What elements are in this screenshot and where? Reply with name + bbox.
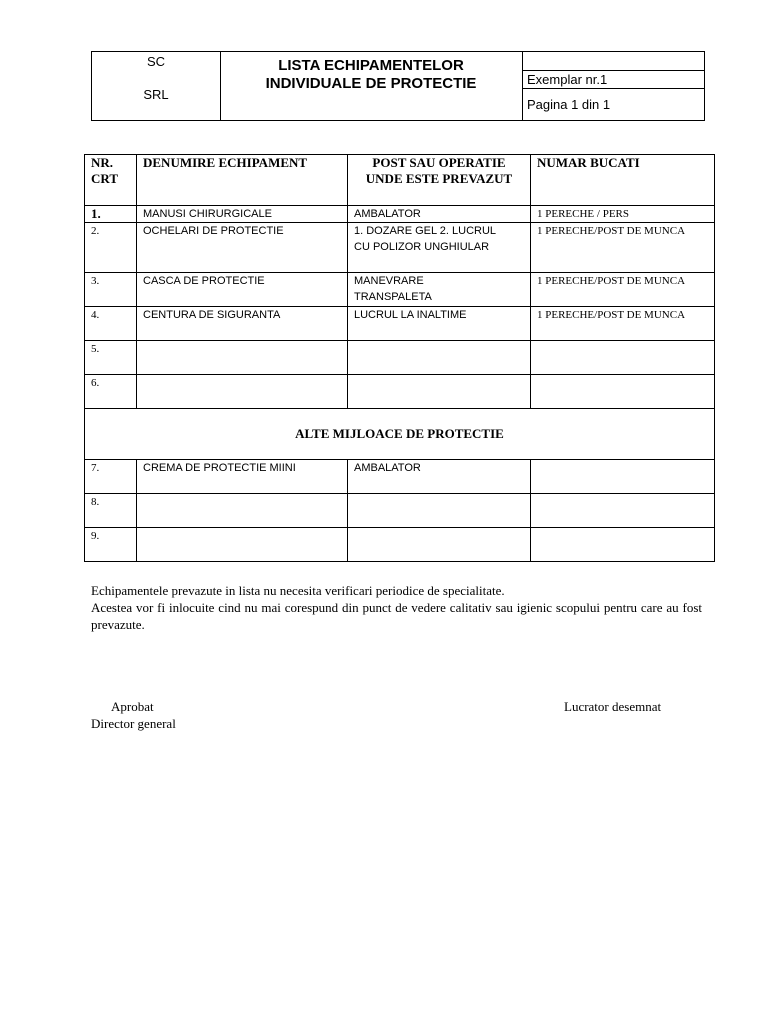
table-row <box>85 223 715 273</box>
row-name: CREMA DE PROTECTIE MIINI <box>137 460 348 494</box>
worker-label: Lucrator desemnat <box>564 699 662 714</box>
copy-number: Exemplar nr.1 <box>522 71 704 89</box>
row-post: AMBALATOR <box>348 206 531 223</box>
approval-signature <box>91 698 176 732</box>
meta-empty-cell <box>522 52 704 71</box>
company-prefix: SC <box>146 54 166 69</box>
note-line-1: Echipamentele prevazute in lista nu necesita verificari periodice de specialitate. <box>91 583 505 598</box>
row-nr: 9. <box>85 528 137 562</box>
row-name: CENTURA DE SIGURANTA <box>137 307 348 341</box>
row-post: LUCRUL LA INALTIME <box>348 307 531 341</box>
company-suffix: SRL <box>143 87 169 102</box>
section-row <box>85 409 715 460</box>
table-row <box>85 341 715 375</box>
document-meta <box>522 52 704 120</box>
table-row <box>85 460 715 494</box>
header-post: POST SAU OPERATIE UNDE ESTE PREVAZUT <box>348 155 531 206</box>
row-name: CASCA DE PROTECTIE <box>137 273 348 307</box>
row-nr: 5. <box>85 341 137 375</box>
row-qty <box>531 341 715 375</box>
row-post <box>348 375 531 409</box>
table-row <box>85 375 715 409</box>
row-nr: 1. <box>85 206 137 223</box>
row-qty: 1 PERECHE/POST DE MUNCA <box>531 307 715 341</box>
row-name: MANUSI CHIRURGICALE <box>137 206 348 223</box>
row-qty: 1 PERECHE / PERS <box>531 206 715 223</box>
document-header <box>91 51 705 121</box>
row-nr: 4. <box>85 307 137 341</box>
note-line-2: Acestea vor fi inlocuite cind nu mai corespund din punct de vedere calitativ sau igienic scopului pentru care au fost prevazute. <box>91 600 702 632</box>
row-name <box>137 341 348 375</box>
header-qty: NUMAR BUCATI <box>531 155 715 206</box>
equipment-table <box>84 154 715 562</box>
table-row <box>85 528 715 562</box>
row-name: OCHELARI DE PROTECTIE <box>137 223 348 273</box>
row-post <box>348 341 531 375</box>
row-post <box>348 494 531 528</box>
title-line-1: LISTA ECHIPAMENTELOR <box>278 57 464 74</box>
row-qty <box>531 375 715 409</box>
row-qty: 1 PERECHE/POST DE MUNCA <box>531 273 715 307</box>
row-post: AMBALATOR <box>348 460 531 494</box>
director-label: Director general <box>91 716 176 731</box>
table-row <box>85 307 715 341</box>
table-row <box>85 206 715 223</box>
page-number: Pagina 1 din 1 <box>527 97 611 112</box>
row-nr: 8. <box>85 494 137 528</box>
row-post: 1. DOZARE GEL 2. LUCRUL CU POLIZOR UNGHIULAR <box>348 223 531 273</box>
table-row <box>85 494 715 528</box>
row-nr: 3. <box>85 273 137 307</box>
row-post: MANEVRARE TRANSPALETA <box>348 273 531 307</box>
approved-label: Aprobat <box>111 699 154 714</box>
row-qty: 1 PERECHE/POST DE MUNCA <box>531 223 715 273</box>
worker-signature <box>564 698 661 715</box>
table-header-row <box>85 155 715 206</box>
row-nr: 7. <box>85 460 137 494</box>
row-nr: 2. <box>85 223 137 273</box>
row-name <box>137 528 348 562</box>
title-line-2: INDIVIDUALE DE PROTECTIE <box>265 75 477 92</box>
company-cell <box>92 52 221 120</box>
header-name: DENUMIRE ECHIPAMENT <box>137 155 348 206</box>
row-name <box>137 375 348 409</box>
note-paragraph <box>91 582 702 633</box>
row-qty <box>531 460 715 494</box>
document-title <box>220 52 523 120</box>
row-qty <box>531 528 715 562</box>
row-name <box>137 494 348 528</box>
table-row <box>85 273 715 307</box>
row-nr: 6. <box>85 375 137 409</box>
row-post <box>348 528 531 562</box>
header-nr: NR. CRT <box>85 155 137 206</box>
row-qty <box>531 494 715 528</box>
section-title: ALTE MIJLOACE DE PROTECTIE <box>85 409 715 460</box>
